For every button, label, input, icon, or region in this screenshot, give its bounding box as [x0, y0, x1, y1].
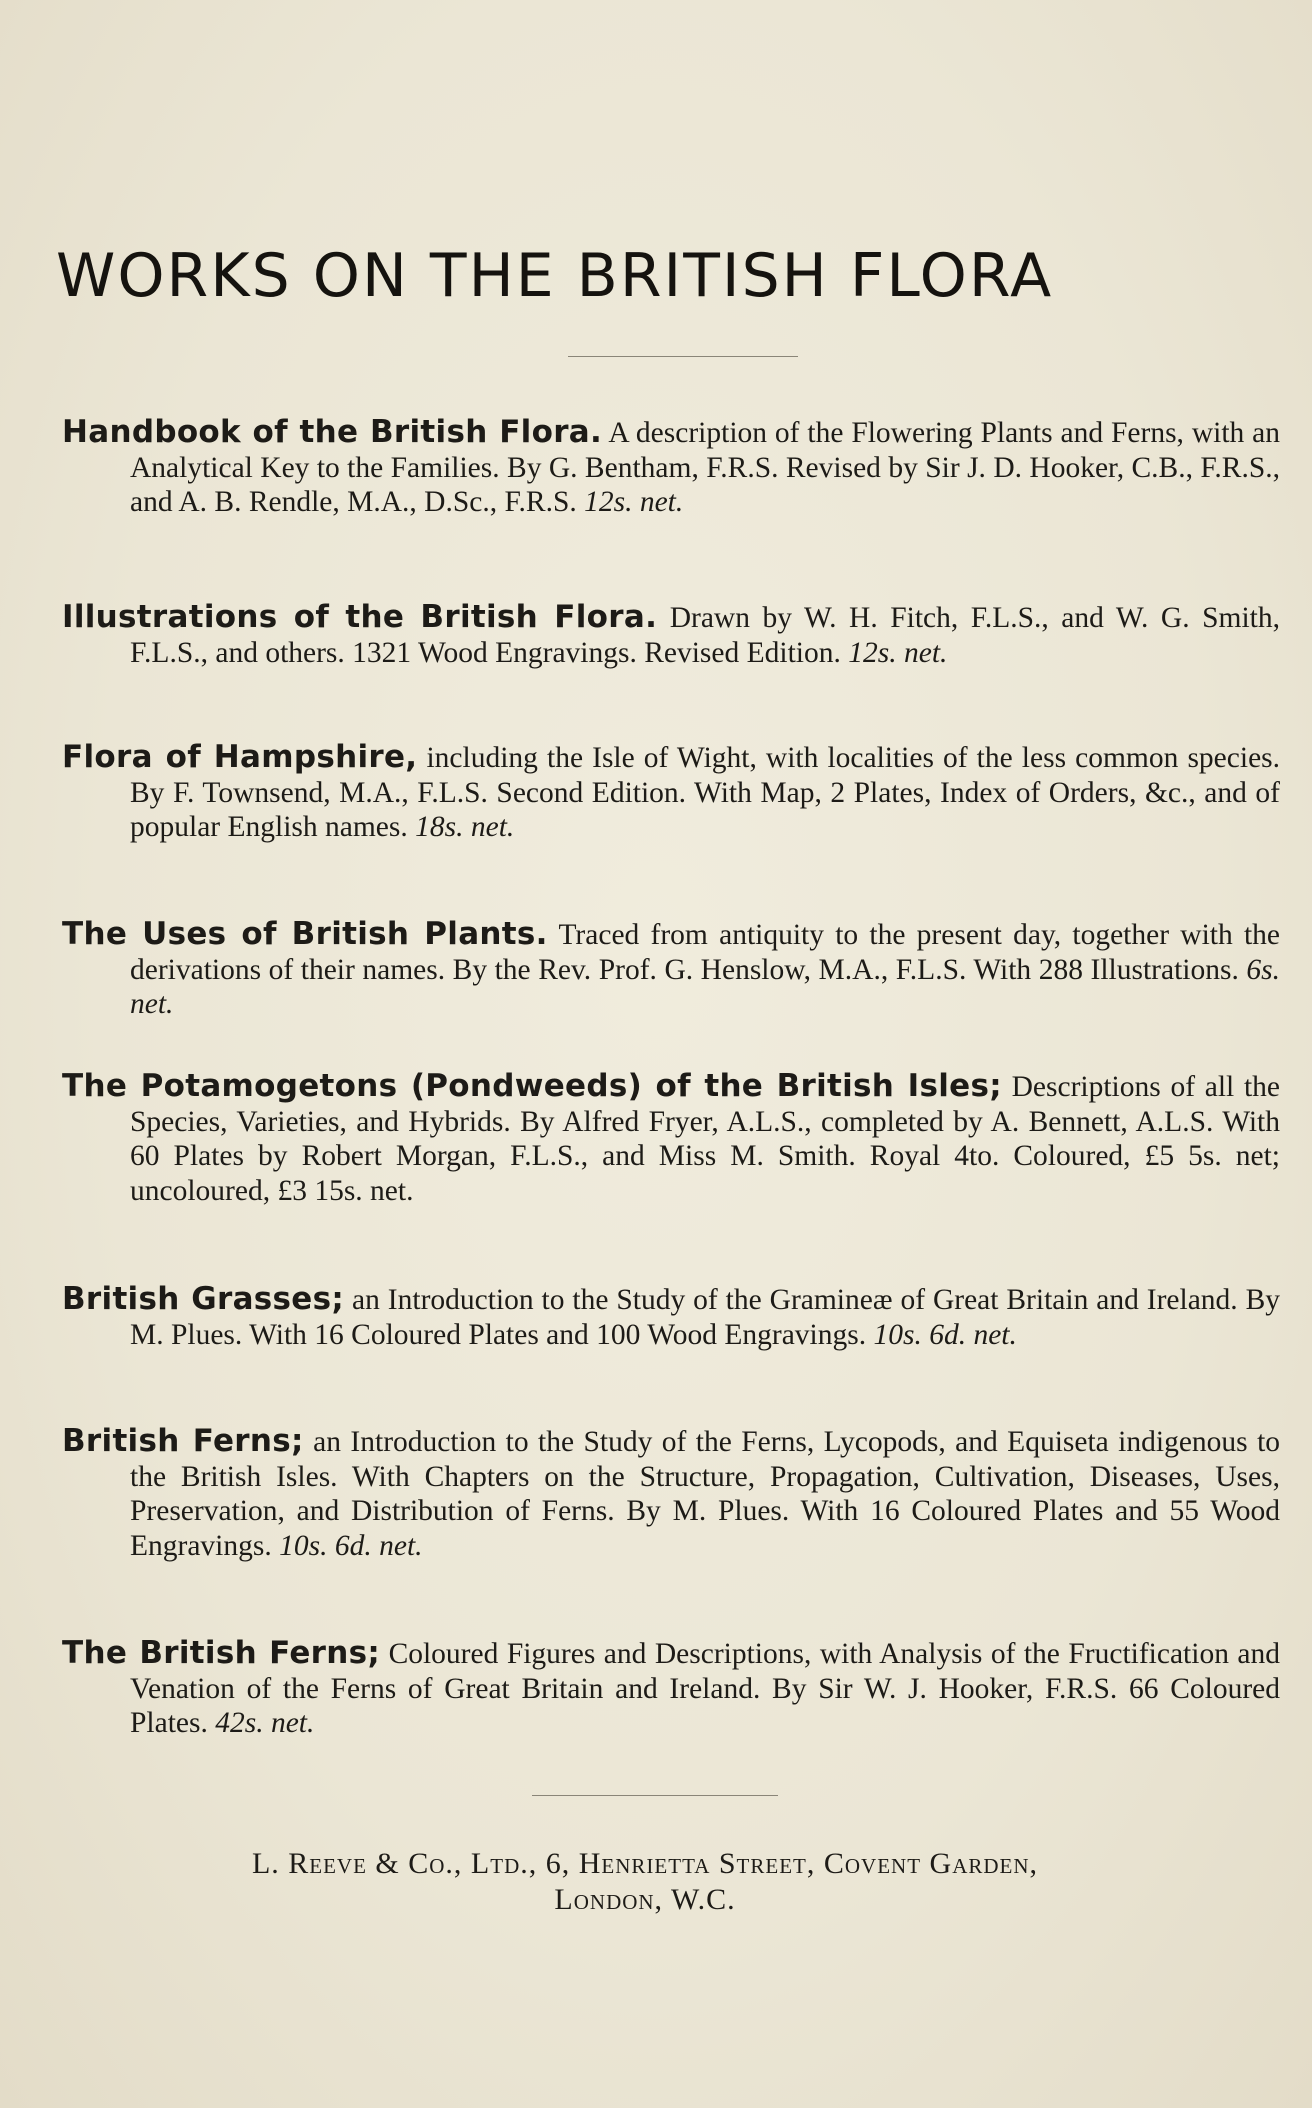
book-price: 10s. 6d. net. [279, 1529, 423, 1562]
book-description: an Introduction to the Study of the Ferns, Lycopods, and Equiseta indigenous to the British Isles. With Chapters on the Structure, Propagation, Cultivation, Diseases, Uses, Preservation, and Distribution of Ferns. By M. Plues. With 16 Coloured Plates and 55 Wood Engravings. [130, 1426, 1281, 1562]
book-description: A description of the Flowering Plants and Ferns, with an Analytical Key to the Families. By G. Bentham, F.R.S. Revised by Sir J. D. Hooker, C.B., F.R.S., and A. B. Rendle, M.A., D.Sc., F.R.S. [130, 417, 1281, 518]
book-description: including the Isle of Wight, with localities of the less common species. By F. Townsend, M.A., F.L.S. Second Edition. With Map, 2 Plates, Index of Orders, &c., and of popular English names. [130, 742, 1281, 843]
book-price: 12s. net. [584, 486, 684, 518]
book-title: Illustrations of the British Flora. [62, 599, 658, 635]
book-price: 12s. net. [848, 636, 948, 669]
book-price: 6s. net. [130, 953, 1280, 1020]
book-entry-british-ferns [62, 1636, 1280, 1741]
book-price: 42s. net. [215, 1707, 315, 1739]
book-entry-ferns [62, 1424, 1280, 1563]
book-price: 10s. 6d. net. [873, 1318, 1017, 1351]
book-entry-potamogetons [62, 1069, 1280, 1208]
book-description: Traced from antiquity to the present day, together with the derivations of their names. By the Rev. Prof. G. Henslow, M.A., F.L.S. With 288 Illustrations. [130, 919, 1281, 986]
book-title: British Grasses; [62, 1281, 345, 1317]
book-description: Coloured Figures and Descriptions, with Analysis of the Fructification and Venation of the Ferns of Great Britain and Ireland. By Sir W. J. Hooker, F.R.S. 66 Coloured Plates. [130, 1638, 1281, 1739]
book-title: Flora of Hampshire, [62, 739, 418, 775]
publisher-city-line: London, W.C. [554, 1883, 736, 1916]
book-title: The Uses of British Plants. [62, 916, 548, 952]
publisher-address-line: L. Reeve & Co., Ltd., 6, Henrietta Street, Covent Garden, [251, 1847, 1039, 1880]
footer-divider [532, 1795, 778, 1796]
book-entry-hampshire [62, 740, 1280, 845]
book-price: 18s. net. [415, 811, 515, 843]
book-entry-handbook [62, 415, 1280, 520]
book-description: Descriptions of all the Species, Varieties, and Hybrids. By Alfred Fryer, A.L.S., completed by A. Bennett, A.L.S. With 60 Plates by Robert Morgan, F.L.S., and Miss M. Smith. Royal 4to. Coloured, £5 5s. net; uncoloured, £3 15s. net. [130, 1071, 1280, 1207]
page-title: WORKS ON THE BRITISH FLORA [56, 241, 1054, 311]
book-entry-illustrations [62, 600, 1280, 670]
book-description: an Introduction to the Study of the Gramineæ of Great Britain and Ireland. By M. Plues. With 16 Coloured Plates and 100 Wood Engravings. [130, 1284, 1281, 1351]
publisher-imprint [70, 1846, 1220, 1918]
book-title: The British Ferns; [62, 1635, 381, 1671]
book-entry-uses [62, 917, 1280, 1022]
book-title: British Ferns; [62, 1423, 304, 1459]
book-description: Drawn by W. H. Fitch, F.L.S., and W. G. Smith, F.L.S., and others. 1321 Wood Engravings. Revised Edition. [130, 602, 1280, 669]
book-title: Handbook of the British Flora. [62, 414, 603, 450]
book-title: The Potamogetons (Pondweeds) of the British Isles; [62, 1068, 1002, 1104]
title-divider [568, 356, 798, 357]
book-entry-grasses [62, 1282, 1280, 1352]
